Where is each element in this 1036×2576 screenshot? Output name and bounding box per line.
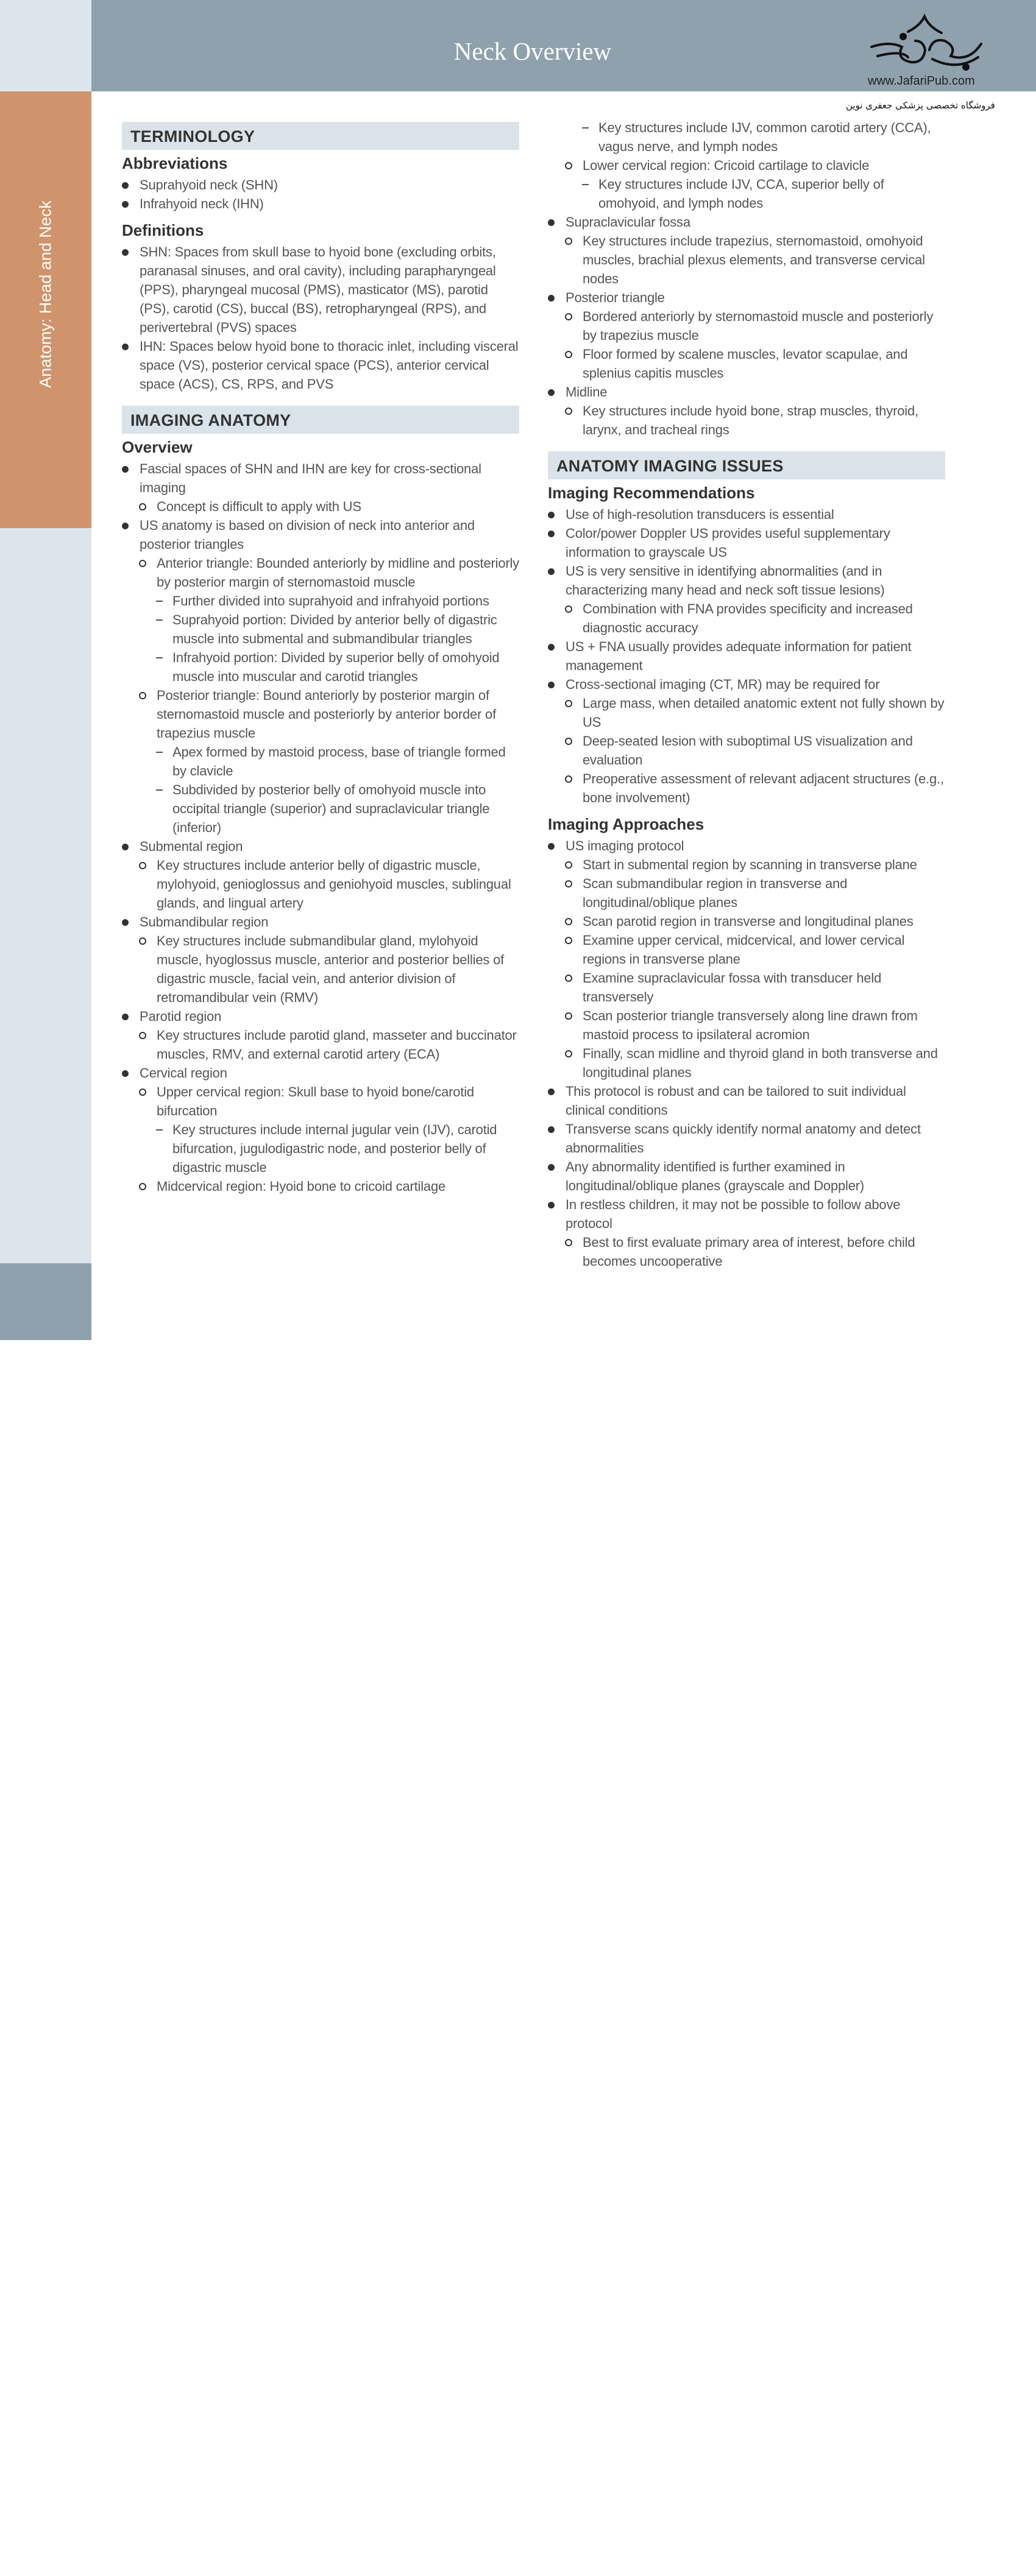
store-name: فروشگاه تخصصی پزشکی جعفری نوین bbox=[846, 100, 995, 111]
list-item bbox=[548, 874, 945, 912]
dash-bullet-icon bbox=[156, 601, 163, 602]
list-item bbox=[548, 599, 945, 637]
list-item bbox=[548, 637, 945, 675]
list-item-text: Preoperative assessment of relevant adjacent structures (e.g., bone involvement) bbox=[583, 771, 944, 805]
dash-bullet-icon bbox=[156, 657, 163, 658]
list-item-text: Further divided into suprahyoid and infrahyoid portions bbox=[172, 593, 489, 609]
section-label: Anatomy: Head and Neck bbox=[36, 200, 55, 388]
list-item-text: Scan parotid region in transverse and longitudinal planes bbox=[583, 914, 914, 929]
list-item-text: Submental region bbox=[140, 839, 243, 854]
list-item-text: Scan posterior triangle transversely along line drawn from mastoid process to ipsilateral acromion bbox=[583, 1008, 918, 1042]
list-item bbox=[548, 562, 945, 599]
list-item-text: Submandibular region bbox=[140, 914, 269, 930]
circle-bullet-icon bbox=[565, 880, 572, 887]
list-item bbox=[548, 1082, 945, 1120]
circle-bullet-icon bbox=[139, 1089, 146, 1096]
list-item-text: Concept is difficult to apply with US bbox=[157, 499, 361, 514]
bullet-icon bbox=[548, 1164, 555, 1171]
list-item-text: Color/power Doppler US provides useful supplementary information to grayscale US bbox=[566, 526, 890, 560]
list-item bbox=[122, 648, 519, 686]
list-item bbox=[122, 497, 519, 516]
section-heading: ANATOMY IMAGING ISSUES bbox=[548, 451, 945, 479]
circle-bullet-icon bbox=[139, 503, 146, 510]
bullet-icon bbox=[122, 1014, 129, 1020]
list-item-text: Any abnormality identified is further examined in longitudinal/oblique planes (grayscale and Doppler) bbox=[566, 1159, 865, 1193]
list-item bbox=[548, 1157, 945, 1195]
bullet-icon bbox=[548, 1126, 555, 1133]
circle-bullet-icon bbox=[565, 408, 572, 415]
section-tab bbox=[0, 91, 91, 528]
bullet-icon bbox=[548, 568, 555, 575]
list-item-text: Deep-seated lesion with suboptimal US visualization and evaluation bbox=[583, 733, 913, 768]
bullet-icon bbox=[548, 644, 555, 651]
list-item bbox=[548, 912, 945, 931]
circle-bullet-icon bbox=[565, 775, 572, 783]
bullet-icon bbox=[122, 201, 129, 208]
circle-bullet-icon bbox=[565, 937, 572, 944]
bullet-icon bbox=[548, 389, 555, 396]
list-item-text: Infrahyoid portion: Divided by superior belly of omohyoid muscle into muscular and carotid triangles bbox=[172, 650, 500, 684]
list-item-text: Finally, scan midline and thyroid gland in both transverse and longitudinal planes bbox=[583, 1046, 938, 1080]
list-item-text: Transverse scans quickly identify normal anatomy and detect abnormalities bbox=[566, 1121, 921, 1156]
list-item bbox=[548, 213, 945, 231]
list-item bbox=[548, 931, 945, 969]
list-item bbox=[122, 459, 519, 497]
list-item-text: Suprahyoid portion: Divided by anterior belly of digastric muscle into submental and submandibular triangles bbox=[172, 612, 497, 646]
bullet-icon bbox=[122, 1070, 129, 1077]
subsection-heading: Abbreviations bbox=[122, 154, 228, 172]
list-item bbox=[548, 969, 945, 1006]
right-column bbox=[548, 118, 945, 1271]
list-item-text: Fascial spaces of SHN and IHN are key for cross-sectional imaging bbox=[140, 461, 481, 495]
list-item bbox=[548, 401, 945, 439]
subsection-heading: Imaging Recommendations bbox=[548, 484, 755, 502]
list-item bbox=[122, 554, 519, 591]
list-item-text: Examine upper cervical, midcervical, and lower cervical regions in transverse plane bbox=[583, 933, 905, 967]
circle-bullet-icon bbox=[565, 1012, 572, 1020]
publisher-logo-icon bbox=[865, 13, 987, 80]
list-item bbox=[548, 1120, 945, 1157]
list-item-text: Suprahyoid neck (SHN) bbox=[140, 177, 278, 192]
list-item-text: Use of high-resolution transducers is essential bbox=[566, 507, 834, 522]
list-item bbox=[122, 931, 519, 1007]
circle-bullet-icon bbox=[565, 738, 572, 745]
list-item bbox=[122, 337, 519, 393]
list-item-text: Cervical region bbox=[140, 1065, 227, 1081]
list-item-text: US + FNA usually provides adequate information for patient management bbox=[566, 639, 912, 673]
list-item-text: Lower cervical region: Cricoid cartilage to clavicle bbox=[583, 158, 870, 173]
list-item-text: Infrahyoid neck (IHN) bbox=[140, 196, 264, 211]
list-item-text: Anterior triangle: Bounded anteriorly by midline and posteriorly by posterior margin of sternomastoid muscle bbox=[157, 556, 519, 590]
list-item-text: Best to first evaluate primary area of interest, before child becomes uncooperative bbox=[583, 1235, 915, 1269]
list-item-text: Combination with FNA provides specificity and increased diagnostic accuracy bbox=[583, 601, 913, 635]
list-item-text: US imaging protocol bbox=[566, 838, 684, 853]
list-item bbox=[548, 505, 945, 524]
list-item bbox=[122, 686, 519, 743]
page-number: 42 bbox=[38, 2560, 53, 2575]
list-item-text: Bordered anteriorly by sternomastoid muscle and posteriorly by trapezius muscle bbox=[583, 309, 934, 343]
sidebar bbox=[0, 528, 91, 1263]
list-item-text: In restless children, it may not be possible to follow above protocol bbox=[566, 1197, 901, 1231]
list-item bbox=[122, 837, 519, 856]
bullet-icon bbox=[548, 531, 555, 537]
list-item bbox=[548, 345, 945, 383]
bullet-icon bbox=[548, 843, 555, 850]
circle-bullet-icon bbox=[139, 692, 146, 699]
list-item bbox=[548, 175, 945, 213]
list-item bbox=[548, 1006, 945, 1044]
list-item-text: Key structures include IJV, CCA, superior belly of omohyoid, and lymph nodes bbox=[598, 177, 884, 211]
list-item bbox=[122, 1026, 519, 1064]
circle-bullet-icon bbox=[139, 1183, 146, 1190]
list-item-text: SHN: Spaces from skull base to hyoid bone (excluding orbits, paranasal sinuses, and oral cavity), including parapharyngeal (PPS), pharyngeal mucosal (PMS), masticator (MS), parotid (PS), carotid (CS), buccal (BS), retropharyngeal (RPS), and perivertebral (PVS) spaces bbox=[140, 244, 496, 335]
page-title: Neck Overview bbox=[453, 37, 612, 65]
bullet-icon bbox=[122, 466, 129, 473]
list-item-text: Upper cervical region: Skull base to hyoid bone/carotid bifurcation bbox=[157, 1084, 474, 1118]
list-item-text: This protocol is robust and can be tailored to suit individual clinical conditions bbox=[566, 1084, 906, 1118]
list-item bbox=[548, 732, 945, 769]
subsection-heading: Definitions bbox=[122, 221, 204, 239]
list-item bbox=[122, 1064, 519, 1082]
section-heading: TERMINOLOGY bbox=[122, 122, 519, 150]
bullet-icon bbox=[548, 1202, 555, 1209]
dash-bullet-icon bbox=[156, 1129, 163, 1131]
list-item bbox=[122, 610, 519, 648]
list-item bbox=[548, 836, 945, 855]
list-item bbox=[548, 383, 945, 401]
list-item bbox=[548, 1044, 945, 1082]
list-item bbox=[122, 194, 519, 213]
page-number-box bbox=[0, 1263, 91, 2575]
bullet-icon bbox=[548, 682, 555, 688]
bullet-icon bbox=[122, 523, 129, 529]
list-item bbox=[548, 307, 945, 345]
circle-bullet-icon bbox=[139, 1032, 146, 1039]
list-item-text: Key structures include submandibular gland, mylohyoid muscle, hyoglossus muscle, anterior and posterior bellies of digastric muscle, facial vein, and anterior division of retromandibular vein (RMV) bbox=[157, 933, 505, 1005]
sidebar-top bbox=[0, 0, 91, 91]
list-item bbox=[122, 1007, 519, 1026]
circle-bullet-icon bbox=[565, 313, 572, 320]
circle-bullet-icon bbox=[565, 162, 572, 169]
subsection-heading: Imaging Approaches bbox=[548, 815, 704, 833]
list-item bbox=[122, 591, 519, 610]
list-item bbox=[122, 242, 519, 337]
bullet-icon bbox=[548, 295, 555, 302]
list-item bbox=[122, 175, 519, 194]
section-heading: IMAGING ANATOMY bbox=[122, 406, 519, 434]
left-column bbox=[122, 122, 519, 1196]
list-item-text: Posterior triangle bbox=[566, 290, 665, 305]
list-item-text: Subdivided by posterior belly of omohyoid muscle into occipital triangle (superior) and supraclavicular triangle (inferior) bbox=[172, 782, 490, 835]
list-item-text: Supraclavicular fossa bbox=[566, 214, 690, 230]
bullet-icon bbox=[548, 512, 555, 518]
circle-bullet-icon bbox=[565, 605, 572, 613]
list-item bbox=[122, 1177, 519, 1196]
list-item-text: Key structures include anterior belly of digastric muscle, mylohyoid, genioglossus and geniohyoid muscles, sublingual glands, and lingual artery bbox=[157, 858, 511, 911]
list-item-text: Examine supraclavicular fossa with transducer held transversely bbox=[583, 970, 882, 1004]
circle-bullet-icon bbox=[565, 861, 572, 869]
circle-bullet-icon bbox=[565, 975, 572, 982]
bullet-icon bbox=[122, 844, 129, 850]
list-item-text: Key structures include trapezius, sternomastoid, omohyoid muscles, brachial plexus elements, and transverse cervical nodes bbox=[583, 233, 925, 286]
list-item-text: US is very sensitive in identifying abnormalities (and in characterizing many head and neck soft tissue lesions) bbox=[566, 563, 885, 598]
list-item bbox=[122, 780, 519, 837]
list-item-text: IHN: Spaces below hyoid bone to thoracic inlet, including visceral space (VS), posterior cervical space (PCS), anterior cervical space (ACS), CS, RPS, and PVS bbox=[140, 339, 519, 392]
circle-bullet-icon bbox=[139, 862, 146, 869]
list-item bbox=[548, 1233, 945, 1271]
list-item bbox=[548, 769, 945, 807]
list-item-text: Key structures include internal jugular vein (IJV), carotid bifurcation, jugulodigastric node, and posterior belly of digastric muscle bbox=[172, 1122, 497, 1175]
list-item-text: Key structures include hyoid bone, strap muscles, thyroid, larynx, and tracheal rings bbox=[583, 403, 918, 437]
dash-bullet-icon bbox=[156, 752, 163, 753]
list-item-text: US anatomy is based on division of neck into anterior and posterior triangles bbox=[140, 518, 475, 552]
list-item bbox=[548, 288, 945, 307]
list-item-text: Floor formed by scalene muscles, levator scapulae, and splenius capitis muscles bbox=[583, 347, 908, 381]
list-item bbox=[548, 231, 945, 288]
list-item bbox=[122, 1082, 519, 1120]
list-item bbox=[548, 1195, 945, 1233]
list-item bbox=[122, 516, 519, 554]
list-item bbox=[122, 856, 519, 912]
circle-bullet-icon bbox=[565, 238, 572, 245]
list-item-text: Apex formed by mastoid process, base of triangle formed by clavicle bbox=[172, 744, 506, 778]
list-item bbox=[122, 912, 519, 931]
dash-bullet-icon bbox=[582, 184, 589, 185]
list-item bbox=[548, 694, 945, 732]
list-item-text: Midcervical region: Hyoid bone to cricoid cartilage bbox=[157, 1179, 446, 1194]
bullet-icon bbox=[122, 919, 129, 926]
list-item-text: Key structures include parotid gland, masseter and buccinator muscles, RMV, and external carotid artery (ECA) bbox=[157, 1028, 517, 1062]
list-item-text: Midline bbox=[566, 384, 608, 400]
list-item bbox=[548, 855, 945, 874]
bullet-icon bbox=[548, 1089, 555, 1095]
list-item bbox=[548, 675, 945, 694]
list-item-text: Posterior triangle: Bound anteriorly by posterior margin of sternomastoid muscle and posteriorly by anterior border of trapezius muscle bbox=[157, 688, 497, 741]
circle-bullet-icon bbox=[565, 351, 572, 358]
circle-bullet-icon bbox=[139, 560, 146, 567]
circle-bullet-icon bbox=[565, 700, 572, 707]
subsection-heading: Overview bbox=[122, 438, 193, 456]
bullet-icon bbox=[122, 344, 129, 350]
dash-bullet-icon bbox=[156, 789, 163, 791]
circle-bullet-icon bbox=[565, 1239, 572, 1246]
list-item-text: Start in submental region by scanning in transverse plane bbox=[583, 857, 917, 872]
list-item-text: Key structures include IJV, common carotid artery (CCA), vagus nerve, and lymph nodes bbox=[598, 120, 931, 154]
logo-url: www.JafariPub.com bbox=[868, 74, 975, 88]
bullet-icon bbox=[548, 219, 555, 226]
bullet-icon bbox=[122, 182, 129, 189]
list-item-text: Parotid region bbox=[140, 1009, 222, 1024]
list-item bbox=[548, 118, 945, 156]
circle-bullet-icon bbox=[565, 918, 572, 925]
list-item bbox=[122, 743, 519, 780]
list-item bbox=[548, 156, 945, 175]
bullet-icon bbox=[122, 249, 129, 256]
list-item bbox=[122, 1120, 519, 1177]
list-item-text: Large mass, when detailed anatomic extent not fully shown by US bbox=[583, 696, 945, 730]
list-item-text: Cross-sectional imaging (CT, MR) may be required for bbox=[566, 677, 880, 692]
dash-bullet-icon bbox=[582, 127, 589, 129]
circle-bullet-icon bbox=[139, 937, 146, 945]
dash-bullet-icon bbox=[156, 619, 163, 621]
list-item bbox=[548, 524, 945, 562]
list-item-text: Scan submandibular region in transverse and longitudinal/oblique planes bbox=[583, 876, 848, 910]
circle-bullet-icon bbox=[565, 1050, 572, 1057]
